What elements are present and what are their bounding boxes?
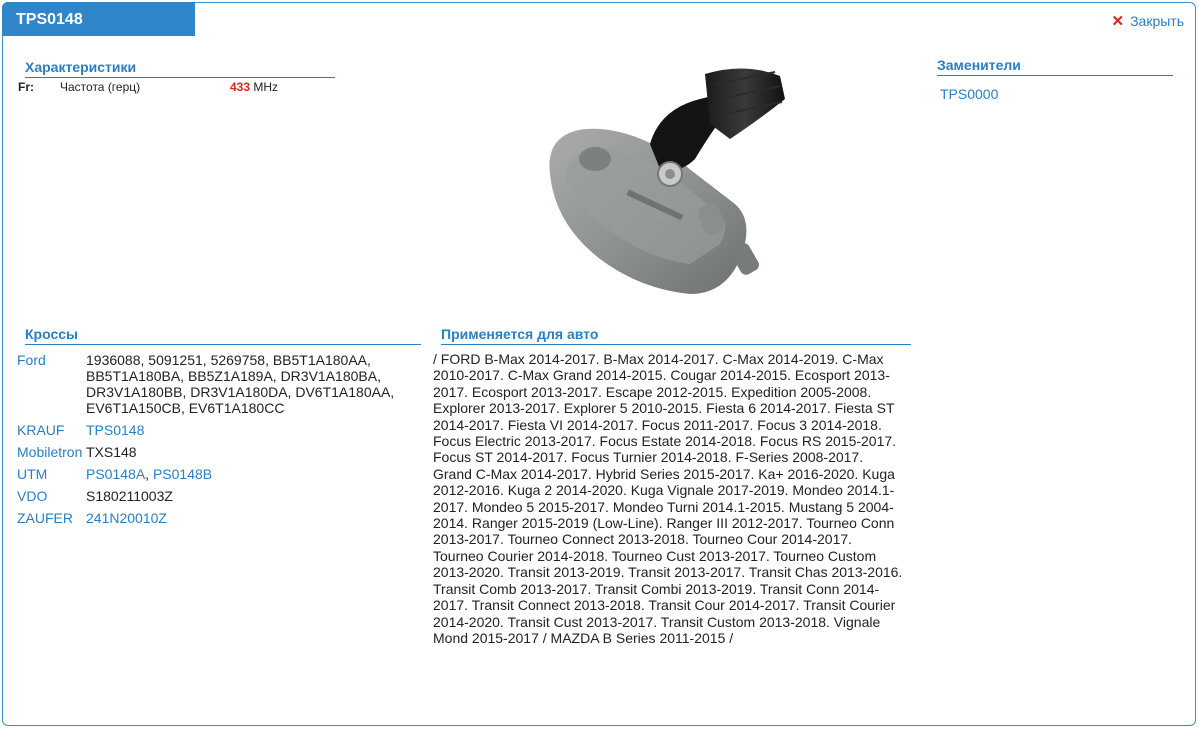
cross-number-link[interactable]: PS0148A [86, 466, 146, 482]
cross-number-link[interactable]: PS0148B [152, 466, 213, 482]
cross-brand-ford[interactable]: Ford [17, 352, 46, 368]
product-tab-title: TPS0148 [2, 2, 195, 36]
characteristic-unit: MHz [250, 80, 279, 94]
cross-brand-mobiletron[interactable]: Mobiletron [17, 444, 83, 460]
close-label: Закрыть [1130, 13, 1184, 29]
cross-numbers: S180211003Z [86, 488, 173, 504]
applications-title: Применяется для авто [441, 326, 911, 345]
cross-brand-zaufer[interactable]: ZAUFER [17, 510, 73, 526]
characteristic-name: Частота (герц) [60, 80, 141, 94]
replacement-link[interactable]: TPS0000 [940, 86, 999, 102]
close-button[interactable] [1112, 12, 1185, 30]
tpms-sensor-image [530, 64, 820, 304]
characteristic-row [18, 80, 278, 94]
cross-brand-krauf[interactable]: KRAUF [17, 422, 65, 438]
crosses-title: Кроссы [25, 326, 421, 345]
close-icon: ✕ [1111, 13, 1125, 30]
cross-number-link[interactable]: 241N20010Z [86, 510, 167, 526]
cross-row [17, 422, 417, 438]
replacements-title: Заменители [937, 57, 1173, 76]
cross-row: UTM PS0148A, PS0148B [17, 466, 213, 482]
cross-row [17, 444, 417, 460]
cross-brand-utm[interactable]: UTM [17, 466, 48, 482]
characteristic-code: Fr: [18, 80, 34, 94]
cross-numbers: TXS148 [86, 444, 137, 460]
characteristics-title: Характеристики [25, 59, 335, 78]
crosses-list [17, 352, 417, 532]
cross-row [17, 510, 417, 526]
cross-brand-vdo[interactable]: VDO [17, 488, 48, 504]
characteristic-value: 433 [230, 80, 251, 94]
applications-text: / FORD B-Max 2014-2017. B-Max 2014-2017. C-Max 2014-2019. C-Max 2010-2017. C-Max Grand 2014-2015. Cougar 2014-2015. Ecosport 2013-2017. Ecosport 2013-2017. Escape 2012-2015. Expedition 2005-2008. Explorer 2013-2017. Explorer 5 2010-2015. Fiesta 6 2014-2017. Fiesta ST 2014-2017. Fiesta VI 2014-2017. Focus 2011-2017. Focus 3 2014-2018. Focus Electric 2013-2017. Focus Estate 2014-2018. Focus RS 2015-2017. Focus ST 2014-2017. Focus Turnier 2014-2018. F-Series 2008-2017. Grand C-Max 2014-2017. Hybrid Series 2015-2017. Ka+ 2016-2020. Kuga 2012-2016. Kuga 2 2014-2020. Kuga Vignale 2017-2019. Mondeo 2014.1-2017. Mondeo 5 2015-2017. Mondeo Turni 2014.1-2015. Mustang 5 2004-2014. Ranger 2015-2019 (Low-Line). Ranger III 2012-2017. Tourneo Conn 2013-2017. Tourneo Connect 2013-2018. Tourneo Cour 2014-2017. Tourneo Courier 2014-2018. Tourneo Cust 2013-2017. Tourneo Custom 2013-2020. Transit 2013-2019. Transit 2013-2017. Transit Chas 2013-2016. Transit Comb 2013-2017. Transit Combi 2013-2019. Transit Conn 2014-2017. Transit Connect 2013-2018. Transit Cour 2014-2017. Transit Courier 2014-2020. Transit Cust 2013-2017. Transit Custom 2013-2018. Vignale Mond 2015-2017 / MAZDA B Series 2011-2015 / [433, 351, 903, 646]
cross-number-link[interactable]: TPS0148 [86, 422, 145, 438]
cross-row [17, 488, 417, 504]
cross-row [17, 352, 417, 416]
cross-numbers: 1936088, 5091251, 5269758, BB5T1A180AA, BB5T1A180BA, BB5Z1A189A, DR3V1A180BA, DR3V1A180BB, DR3V1A180DA, DV6T1A180AA, EV6T1A150CB, EV6T1A180CC [86, 352, 395, 416]
